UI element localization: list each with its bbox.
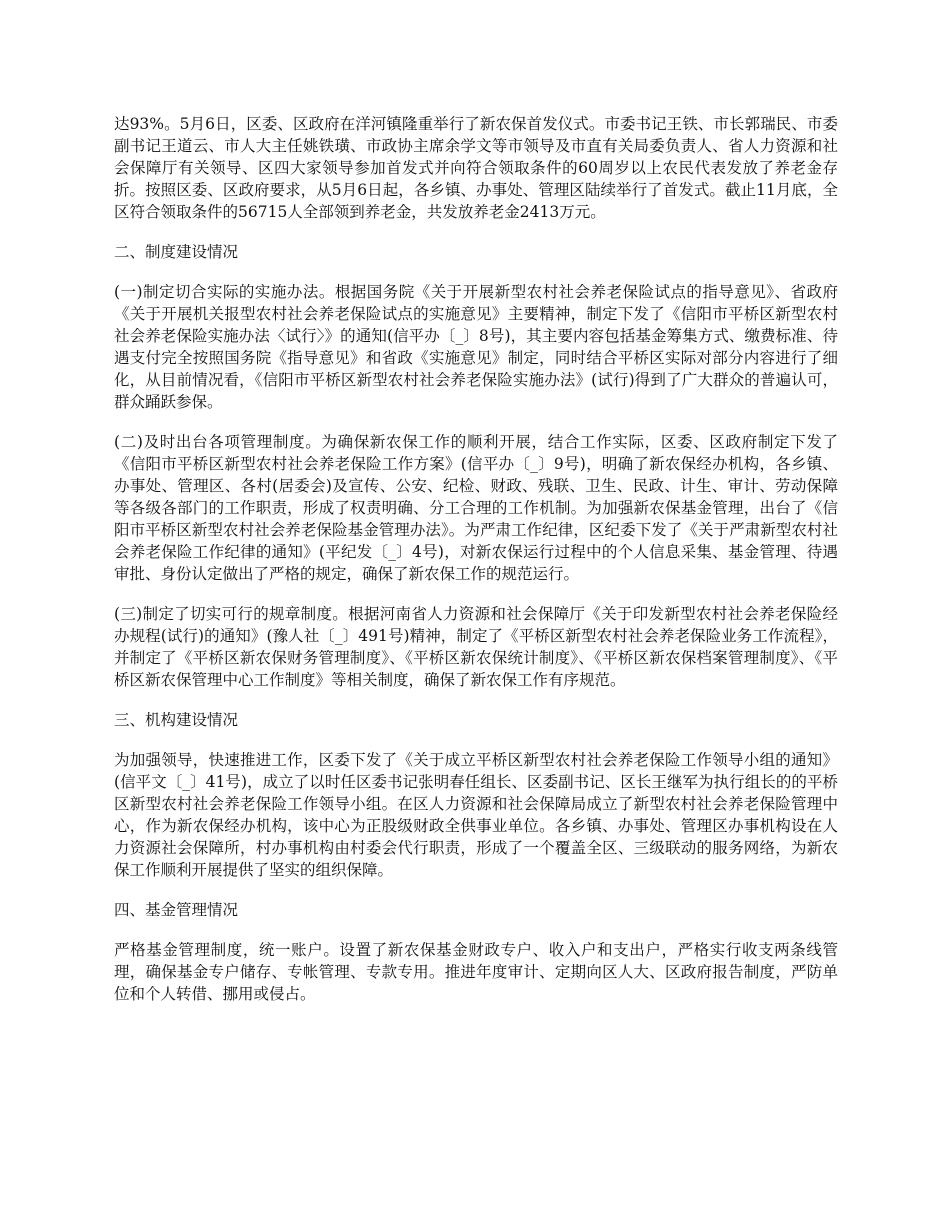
section-heading-system-building: 二、制度建设情况 [114,243,239,261]
paragraph-fund-accounts: 严格基金管理制度，统一账户。设置了新农保基金财政专户、收入户和支出户，严格实行收支两条线管理，确保基金专户储存、专帐管理、专款专用。推进年度审计、定期向区人大、区政府报告制度，严防单位和个人转借、挪用或侵占。 [114,941,838,1003]
section-heading-institution-building: 三、机构建设情况 [114,711,239,729]
section-heading-fund-management: 四、基金管理情况 [114,901,239,919]
paragraph-regulations: (三)制定了切实可行的规章制度。根据河南省人力资源和社会保障厅《关于印发新型农村社会养老保险经办规程(试行)的通知》(豫人社〔_〕491号)精神，制定了《平桥区新型农村社会养老保险业务工作流程》，并制定了《平桥区新农保财务管理制度》、《平桥区新农保统计制度》、《平桥区新农保档案管理制度》、《平桥区新农保管理中心工作制度》等相关制度，确保了新农保工作有序规范。 [114,605,838,689]
paragraph-leadership-group: 为加强领导，快速推进工作，区委下发了《关于成立平桥区新型农村社会养老保险工作领导小组的通知》(信平文〔_〕41号)，成立了以时任区委书记张明春任组长、区委副书记、区长王继军为执行组长的的平桥区新型农村社会养老保险工作领导小组。在区人力资源和社会保障局成立了新型农村社会养老保险管理中心，作为新农保经办机构，该中心为正股级财政全供事业单位。各乡镇、办事处、管理区办事机构设在人力资源社会保障所，村办事机构由村委会代行职责，形成了一个覆盖全区、三级联动的服务网络，为新农保工作顺利开展提供了坚实的组织保障。 [114,751,838,879]
paragraph-management-systems: (二)及时出台各项管理制度。为确保新农保工作的顺利开展，结合工作实际，区委、区政府制定下发了《信阳市平桥区新型农村社会养老保险工作方案》(信平办〔_〕9号)，明确了新农保经办机构，各乡镇、办事处、管理区、各村(居委会)及宣传、公安、纪检、财政、残联、卫生、民政、计生、审计、劳动保障等各级各部门的工作职责，形成了权责明确、分工合理的工作机制。为加强新农保基金管理，出台了《信阳市平桥区新型农村社会养老保险基金管理办法》。为严肃工作纪律，区纪委下发了《关于严肃新型农村社会养老保险工作纪律的通知》(平纪发〔_〕4号)，对新农保运行过程中的个人信息采集、基金管理、待遇审批、身份认定做出了严格的规定，确保了新农保工作的规范运行。 [114,433,838,583]
paragraph-implementation-measures: (一)制定切合实际的实施办法。根据国务院《关于开展新型农村社会养老保险试点的指导意见》、省政府《关于开展机关报型农村社会养老保险试点的实施意见》主要精神，制定下发了《信阳市平桥区新型农村社会养老保险实施办法〈试行〉》的通知(信平办〔_〕8号)，其主要内容包括基金筹集方式、缴费标准、待遇支付完全按照国务院《指导意见》和省政《实施意见》制定，同时结合平桥区实际对部分内容进行了细化，从目前情况看，《信阳市平桥区新型农村社会养老保险实施办法》(试行)得到了广大群众的普遍认可，群众踊跃参保。 [114,283,838,411]
paragraph-rollout: 达93%。5月6日，区委、区政府在洋河镇隆重举行了新农保首发仪式。市委书记王铁、市长郭瑞民、市委副书记王道云、市人大主任姚铁璜、市政协主席余学文等市领导及市直有关局委负责人、省人力资源和社会保障厅有关领导、区四大家领导参加首发式并向符合领取条件的60周岁以上农民代表发放了养老金存折。按照区委、区政府要求，从5月6日起，各乡镇、办事处、管理区陆续举行了首发式。截止11月底，全区符合领取条件的56715人全部领到养老金，共发放养老金2413万元。 [114,115,838,221]
document-page [114,113,838,1023]
